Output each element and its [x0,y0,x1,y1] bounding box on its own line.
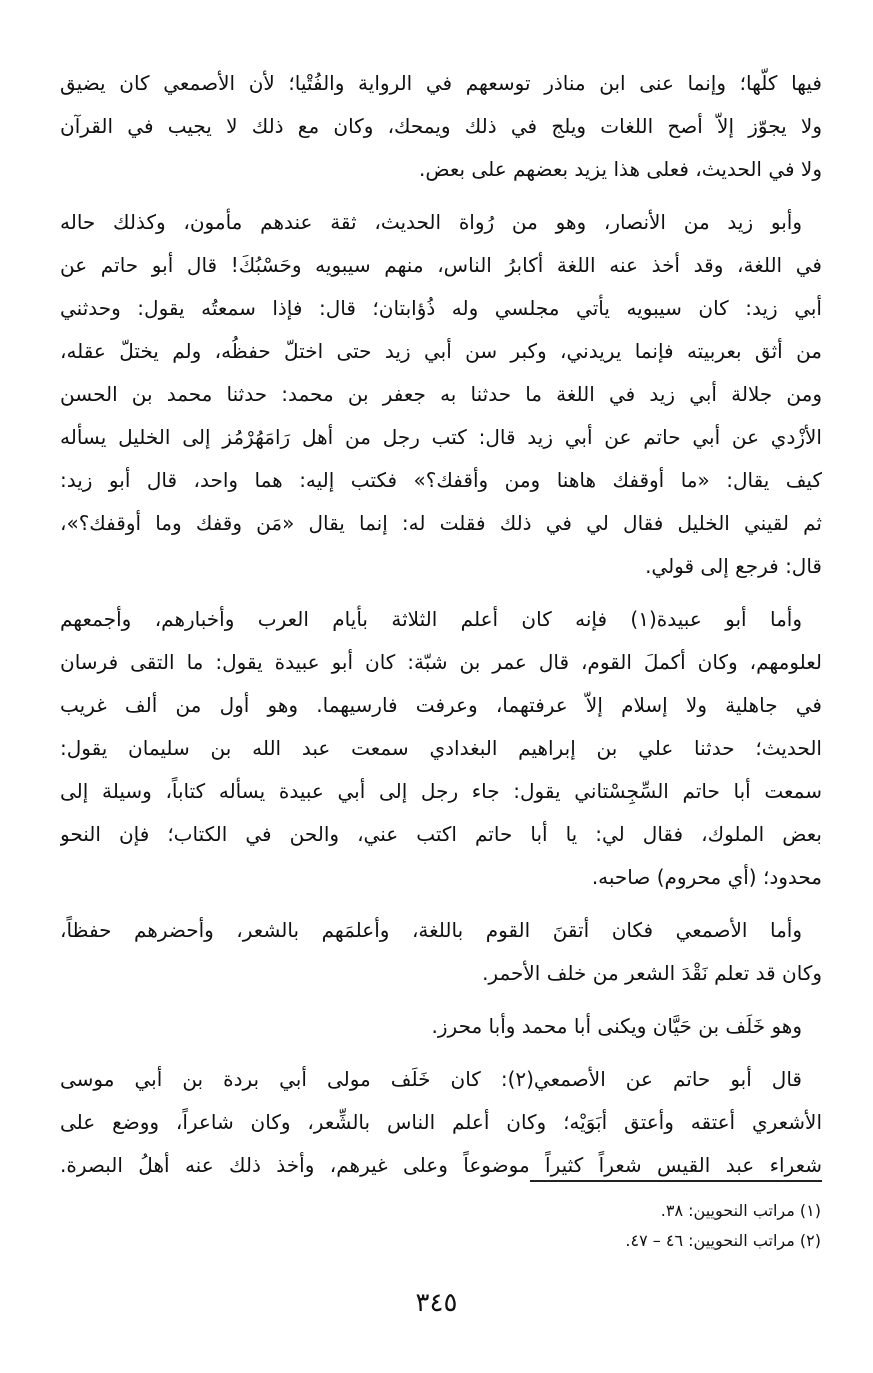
text-line: ومن جلالة أبي زيد في اللغة ما حدثنا به جعفر بن محمد: حدثنا محمد بن الحسن [60,382,822,406]
text-line: فيها كلّها؛ وإنما عنى ابن مناذر توسعهم في الرواية والفُتْيا؛ لأن الأصمعي كان يضيق [60,71,822,95]
text-line: وأما أبو عبيدة(١) فإنه كان أعلم الثلاثة بأيام العرب وأخبارهم، وأجمعهم [60,607,802,631]
paragraph-2 [60,201,822,588]
paragraph-5 [60,1005,822,1048]
main-text [60,62,822,1197]
footnotes [625,1196,821,1256]
footnote-2: (٢) مراتب النحويين: ٤٦ – ٤٧. [625,1231,821,1250]
text-line: محدود؛ (أي محروم) صاحبه. [591,865,822,889]
paragraph-6 [60,1058,822,1187]
text-line: وهو خَلَف بن حَيَّان ويكنى أبا محمد وأبا محرز. [431,1014,802,1038]
paragraph-1 [60,62,822,191]
text-line: في جاهلية ولا إسلام إلاّ عرفتهما، وعرفت فارسيهما. وهو أول من ألف غريب [60,693,822,717]
text-line: من أثق بعربيته فإنما يريدني، وكبر سن أبي زيد حتى اختلّ حفظُه، ولم يختلّ عقله، [60,339,822,363]
text-line: ولا يجوّز إلاّ أصح اللغات ويلج في ذلك ويمحك، وكان مع ذلك لا يجيب في القرآن [60,114,822,138]
text-line: وأبو زيد من الأنصار، وهو من رُواة الحديث، ثقة عندهم مأمون، وكذلك حاله [60,210,802,234]
text-line: ثم لقيني الخليل فقال لي في ذلك فقلت له: إنما يقال «مَن وقفك وما أوقفك؟»، [60,511,822,535]
paragraph-4 [60,909,822,995]
text-line: قال أبو حاتم عن الأصمعي(٢): كان خَلَف مولى أبي بردة بن أبي موسى [60,1067,802,1091]
text-line: بعض الملوك، فقال لي: يا أبا حاتم اكتب عني، والحن في الكتاب؛ فإن النحو [60,822,822,846]
text-line: سمعت أبا حاتم السِّجِسْتاني يقول: جاء رجل إلى أبي عبيدة يسأله كتاباً، وسيلة إلى [60,779,822,803]
text-line: وأما الأصمعي فكان أتقنَ القوم باللغة، وأعلمَهم بالشعر، وأحضرهم حفظاً، [60,918,802,942]
text-line: وكان قد تعلم نَقْدَ الشعر من خلف الأحمر. [482,961,822,985]
text-line: الحديث؛ حدثنا علي بن إبراهيم البغدادي سمعت عبد الله بن سليمان يقول: [60,736,822,760]
page-number: ٣٤٥ [415,1288,458,1318]
text-line: قال: فرجع إلى قولي. [645,554,822,578]
paragraph-3 [60,598,822,899]
text-line: ولا في الحديث، فعلى هذا يزيد بعضهم على بعض. [418,157,822,181]
text-line: لعلومهم، وكان أكملَ القوم، قال عمر بن شبّة: كان أبو عبيدة يقول: ما التقى فرسان [60,650,822,674]
text-line: الأشعري أعتقه وأعتق أبَوَيْه؛ وكان أعلم الناس بالشِّعر، وكان شاعراً، ووضع على [60,1110,822,1134]
text-line: شعراء عبد القيس شعراً كثيراً موضوعاً وعلى غيرهم، وأخذ ذلك عنه أهلُ البصرة. [60,1153,822,1177]
footnote-divider [530,1180,822,1182]
footnote-1: (١) مراتب النحويين: ٣٨. [660,1201,821,1220]
text-line: في اللغة، وقد أخذ عنه اللغة أكابرُ الناس، منهم سيبويه وحَسْبُكَ! قال أبو حاتم عن [60,253,822,277]
text-line: كيف يقال: «ما أوقفك هاهنا ومن وأقفك؟» فكتب إليه: هما واحد، قال أبو زيد: [60,468,822,492]
text-line: أبي زيد: كان سيبويه يأتي مجلسي وله ذُؤابتان؛ قال: فإذا سمعتُه يقول: وحدثني [60,296,822,320]
text-line: الأزْدي عن أبي حاتم عن أبي زيد قال: كتب رجل من أهل رَامَهُرْمُز إلى الخليل يسأله [60,425,822,449]
